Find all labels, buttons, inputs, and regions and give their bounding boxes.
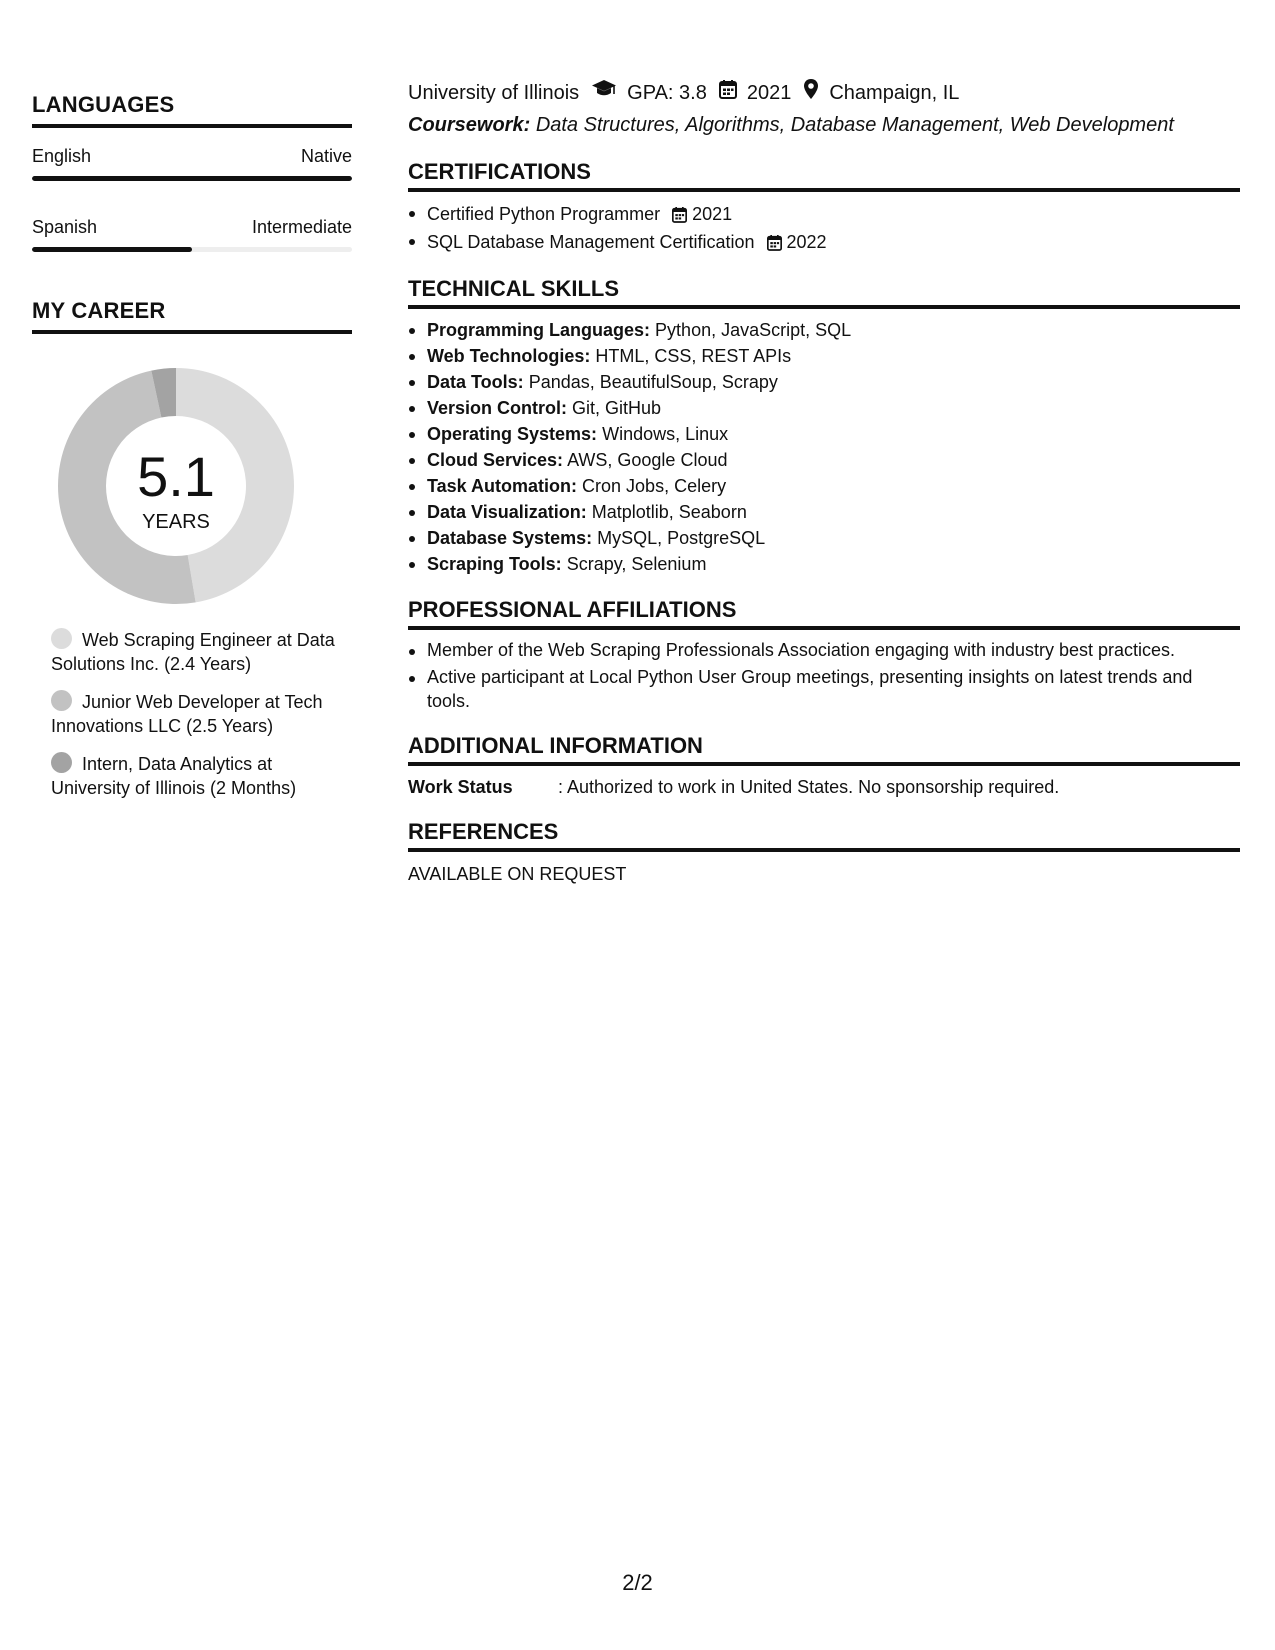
work-status-label: Work Status bbox=[408, 777, 513, 797]
education-gpa: GPA: 3.8 bbox=[627, 82, 707, 104]
legend-dot-icon bbox=[51, 752, 72, 773]
skill-item bbox=[408, 473, 1240, 499]
technical-skills-list bbox=[408, 317, 1240, 577]
language-proficiency-bar bbox=[32, 176, 352, 181]
skill-item bbox=[408, 369, 1240, 395]
skill-label: Operating Systems: bbox=[427, 424, 598, 444]
certification-item bbox=[408, 228, 1240, 256]
career-role-label: Web Scraping Engineer at Data Solutions Inc. (2.4 Years) bbox=[51, 630, 335, 674]
affiliations-section bbox=[408, 597, 1240, 713]
career-section bbox=[32, 298, 352, 800]
skill-value: Pandas, BeautifulSoup, Scrapy bbox=[528, 372, 778, 392]
skill-label: Web Technologies: bbox=[427, 346, 591, 366]
legend-dot-icon bbox=[51, 628, 72, 649]
technical-skills-heading: TECHNICAL SKILLS bbox=[408, 276, 1240, 309]
language-item bbox=[32, 144, 352, 181]
career-heading: MY CAREER bbox=[32, 298, 352, 334]
affiliation-item: Active participant at Local Python User Group meetings, presenting insights on latest trends and tools. bbox=[408, 665, 1240, 713]
career-legend bbox=[51, 628, 352, 800]
calendar-icon bbox=[672, 206, 687, 223]
languages-heading: LANGUAGES bbox=[32, 92, 352, 128]
legend-dot-icon bbox=[51, 690, 72, 711]
language-proficiency-bar bbox=[32, 247, 352, 252]
skill-item bbox=[408, 395, 1240, 421]
sidebar bbox=[32, 92, 352, 814]
skill-value: Python, JavaScript, SQL bbox=[655, 320, 852, 340]
work-status-value: : Authorized to work in United States. No sponsorship required. bbox=[558, 777, 1060, 797]
skill-value: HTML, CSS, REST APIs bbox=[595, 346, 792, 366]
skill-label: Task Automation: bbox=[427, 476, 578, 496]
skill-label: Data Tools: bbox=[427, 372, 524, 392]
education-school: University of Illinois bbox=[408, 82, 580, 104]
certification-name: Certified Python Programmer bbox=[427, 204, 661, 224]
certification-year: 2021 bbox=[692, 204, 733, 224]
work-status-row bbox=[408, 775, 1240, 799]
education-section bbox=[408, 78, 1240, 139]
affiliations-heading: PROFESSIONAL AFFILIATIONS bbox=[408, 597, 1240, 630]
education-summary bbox=[408, 78, 1240, 108]
languages-section bbox=[32, 92, 352, 252]
references-section bbox=[408, 819, 1240, 885]
language-item bbox=[32, 215, 352, 252]
additional-info-heading: ADDITIONAL INFORMATION bbox=[408, 733, 1240, 766]
skill-label: Database Systems: bbox=[427, 528, 593, 548]
education-location: Champaign, IL bbox=[829, 82, 960, 104]
certifications-heading: CERTIFICATIONS bbox=[408, 159, 1240, 192]
references-heading: REFERENCES bbox=[408, 819, 1240, 852]
career-legend-item bbox=[51, 752, 351, 800]
skill-item bbox=[408, 447, 1240, 473]
additional-info-section bbox=[408, 733, 1240, 799]
career-role-label: Intern, Data Analytics at University of Illinois (2 Months) bbox=[51, 754, 297, 798]
calendar-icon bbox=[767, 234, 782, 251]
skill-label: Programming Languages: bbox=[427, 320, 651, 340]
skill-value: Git, GitHub bbox=[572, 398, 662, 418]
certifications-list bbox=[408, 200, 1240, 256]
skill-item bbox=[408, 525, 1240, 551]
skill-item bbox=[408, 499, 1240, 525]
skill-item bbox=[408, 343, 1240, 369]
career-unit: YEARS bbox=[142, 511, 210, 533]
main-content bbox=[408, 78, 1240, 885]
career-donut-chart bbox=[56, 366, 296, 606]
graduation-cap-icon bbox=[591, 79, 617, 107]
certifications-section bbox=[408, 159, 1240, 256]
skill-label: Version Control: bbox=[427, 398, 568, 418]
certification-name: SQL Database Management Certification bbox=[427, 232, 755, 252]
skill-value: Cron Jobs, Celery bbox=[582, 476, 727, 496]
certification-item bbox=[408, 200, 1240, 228]
coursework-label: Coursework: bbox=[408, 114, 531, 136]
affiliation-item: Member of the Web Scraping Professionals Association engaging with industry best practices. bbox=[408, 638, 1240, 662]
skill-value: Windows, Linux bbox=[602, 424, 729, 444]
language-level: Intermediate bbox=[251, 217, 352, 237]
language-name: English bbox=[32, 146, 92, 166]
education-year: 2021 bbox=[746, 82, 792, 104]
technical-skills-section bbox=[408, 276, 1240, 577]
map-pin-icon bbox=[803, 78, 819, 108]
education-coursework bbox=[408, 111, 1240, 139]
skill-value: Scrapy, Selenium bbox=[566, 554, 707, 574]
language-list bbox=[32, 144, 352, 252]
skill-label: Cloud Services: bbox=[427, 450, 564, 470]
certification-year: 2022 bbox=[786, 232, 827, 252]
coursework-list: Data Structures, Algorithms, Database Management, Web Development bbox=[535, 114, 1174, 136]
career-legend-item bbox=[51, 628, 351, 676]
language-proficiency-fill bbox=[32, 176, 352, 181]
language-level: Native bbox=[300, 146, 352, 166]
skill-value: Matplotlib, Seaborn bbox=[591, 502, 747, 522]
references-text: AVAILABLE ON REQUEST bbox=[408, 864, 627, 884]
career-total: 5.1 bbox=[137, 445, 215, 508]
page-number: 2/2 bbox=[622, 1570, 653, 1595]
skill-value: AWS, Google Cloud bbox=[567, 450, 728, 470]
calendar-icon bbox=[719, 79, 737, 107]
skill-item bbox=[408, 551, 1240, 577]
skill-item bbox=[408, 317, 1240, 343]
affiliations-list bbox=[408, 638, 1240, 713]
language-proficiency-fill bbox=[32, 247, 192, 252]
skill-value: MySQL, PostgreSQL bbox=[597, 528, 766, 548]
career-legend-item bbox=[51, 690, 351, 738]
language-name: Spanish bbox=[32, 217, 98, 237]
skill-item bbox=[408, 421, 1240, 447]
skill-label: Scraping Tools: bbox=[427, 554, 562, 574]
career-role-label: Junior Web Developer at Tech Innovations LLC (2.5 Years) bbox=[51, 692, 323, 736]
skill-label: Data Visualization: bbox=[427, 502, 587, 522]
